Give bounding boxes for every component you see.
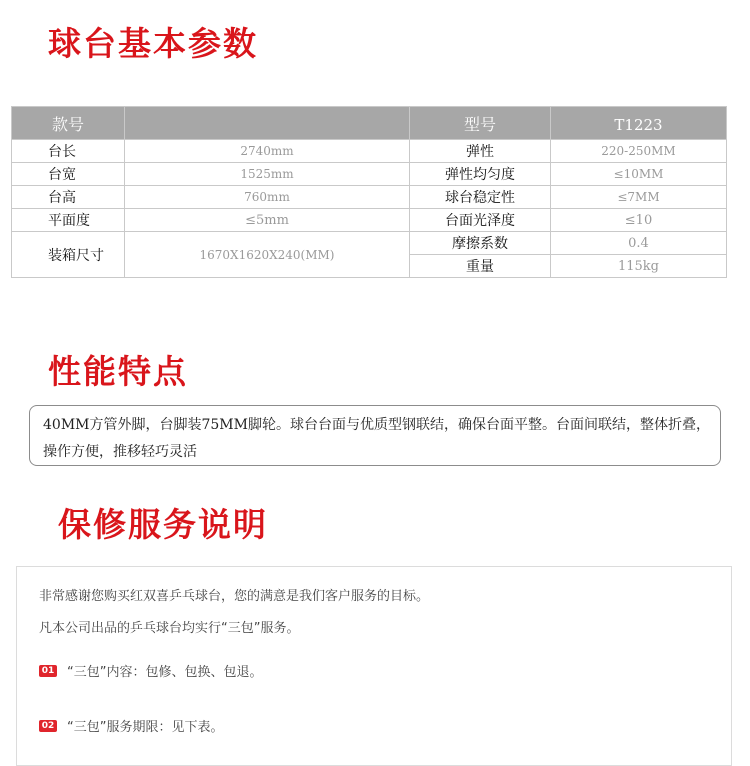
param-label: 台面光泽度 bbox=[410, 209, 551, 232]
param-value: 115kg bbox=[551, 255, 727, 278]
service-policy-line: 凡本公司出品的乒乓球台均实行“三包”服务。 bbox=[39, 621, 300, 636]
service-box bbox=[16, 566, 732, 766]
param-label: 摩擦系数 bbox=[410, 232, 551, 255]
features-section-title: 性能特点 bbox=[48, 352, 188, 391]
param-label: 弹性均匀度 bbox=[410, 163, 551, 186]
service-intro-line: 非常感谢您购买红双喜乒乓球台，您的满意是我们客户服务的目标。 bbox=[39, 589, 430, 604]
table-row bbox=[12, 186, 727, 209]
header-type-label: 型号 bbox=[410, 107, 551, 140]
table-row bbox=[12, 140, 727, 163]
param-label: 重量 bbox=[410, 255, 551, 278]
service-item bbox=[39, 661, 262, 680]
header-type-value: T1223 bbox=[551, 107, 727, 140]
param-value: 1525mm bbox=[125, 163, 410, 186]
params-table bbox=[11, 106, 727, 278]
table-row bbox=[12, 232, 727, 255]
service-section-title: 保修服务说明 bbox=[58, 505, 268, 544]
header-model-no-value bbox=[125, 107, 410, 140]
param-label: 台高 bbox=[12, 186, 125, 209]
number-badge: 01 bbox=[39, 665, 57, 677]
service-item-text: “三包”服务期限：见下表。 bbox=[67, 720, 224, 735]
features-text: 40MM方管外脚，台脚装75MM脚轮。球台台面与优质型钢联结，确保台面平整。台面间联结，整体折叠，操作方便，推移轻巧灵活 bbox=[43, 417, 710, 460]
param-value: ≤10MM bbox=[551, 163, 727, 186]
param-value: ≤10 bbox=[551, 209, 727, 232]
param-value: 0.4 bbox=[551, 232, 727, 255]
table-row bbox=[12, 163, 727, 186]
table-row bbox=[12, 209, 727, 232]
param-label: 装箱尺寸 bbox=[12, 232, 125, 278]
param-label: 球台稳定性 bbox=[410, 186, 551, 209]
param-value: 1670X1620X240(MM) bbox=[125, 232, 410, 278]
params-header-row bbox=[12, 107, 727, 140]
param-label: 台宽 bbox=[12, 163, 125, 186]
features-box bbox=[29, 405, 721, 466]
param-value: 2740mm bbox=[125, 140, 410, 163]
param-label: 弹性 bbox=[410, 140, 551, 163]
service-item-text: “三包”内容：包修、包换、包退。 bbox=[67, 665, 263, 680]
number-badge: 02 bbox=[39, 720, 57, 732]
param-label: 台长 bbox=[12, 140, 125, 163]
param-value: ≤5mm bbox=[125, 209, 410, 232]
param-label: 平面度 bbox=[12, 209, 125, 232]
param-value: ≤7MM bbox=[551, 186, 727, 209]
param-value: 760mm bbox=[125, 186, 410, 209]
params-section-title: 球台基本参数 bbox=[48, 24, 258, 63]
header-model-no-label: 款号 bbox=[12, 107, 125, 140]
service-item bbox=[39, 716, 223, 735]
param-value: 220-250MM bbox=[551, 140, 727, 163]
